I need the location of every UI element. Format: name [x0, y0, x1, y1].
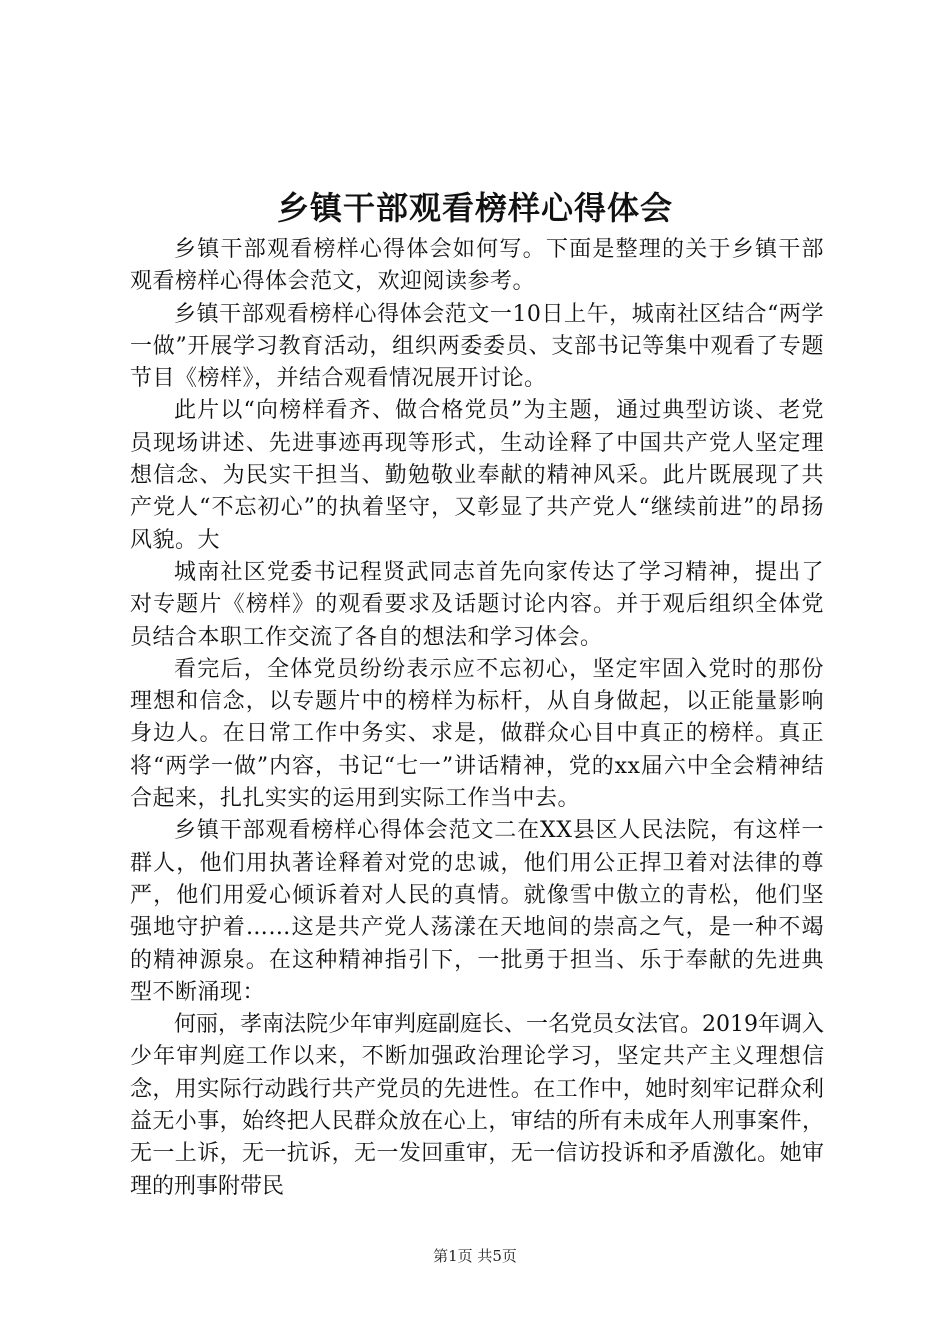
paragraph-he-li: 何丽，孝南法院少年审判庭副庭长、一名党员女法官。2019年调入少年审判庭工作以来，不断加强政治理论学习，坚定共产主义理想信念，用实际行动践行共产党员的先进性。在工作中，她时刻牢记群众利益无小事，始终把人民群众放在心上，审结的所有未成年人刑事案件，无一上诉，无一抗诉，无一发回重审，无一信访投诉和矛盾激化。她审理的刑事附带民 — [130, 1012, 824, 1199]
paragraph-film-theme: 此片以“向榜样看齐、做合格党员”为主题，通过典型访谈、老党员现场讲述、先进事迹再现等形式，生动诠释了中国共产党人坚定理想信念、为民实干担当、勤勉敬业奉献的精神风采。此片既展现了共产党人“不忘初心”的执着坚守，又彰显了共产党人“继续前进”的昂扬风貌。大 — [130, 398, 824, 553]
document-title: 乡镇干部观看榜样心得体会 — [276, 189, 673, 227]
paragraph-after-viewing: 看完后，全体党员纷纷表示应不忘初心，坚定牢固入党时的那份理想和信念，以专题片中的榜样为标杆，从自身做起，以正能量影响身边人。在日常工作中务实、求是，做群众心目中真正的榜样。真正将“两学一做”内容，书记“七一”讲话精神，党的xx届六中全会精神结合起来，扎扎实实的运用到实际工作当中去。 — [130, 656, 824, 812]
paragraph-secretary: 城南社区党委书记程贤武同志首先向家传达了学习精神，提出了对专题片《榜样》的观看要求及话题讨论内容。并于观后组织全体党员结合本职工作交流了各自的想法和学习体会。 — [130, 559, 824, 650]
paragraph-sample-two: 乡镇干部观看榜样心得体会范文二在XX县区人民法院，有这样一群人，他们用执著诠释着对党的忠诚，他们用公正捍卫着对法律的尊严，他们用爱心倾诉着对人民的真情。就像雪中傲立的青松，他们坚强地守护着……这是共产党人荡漾在天地间的崇高之气，是一种不竭的精神源泉。在这种精神指引下，一批勇于担当、乐于奉献的先进典型不断涌现： — [130, 818, 824, 1005]
document-body — [130, 234, 824, 1203]
page-indicator: 第1页 共5页 — [433, 1247, 517, 1265]
paragraph-sample-one: 乡镇干部观看榜样心得体会范文一10日上午，城南社区结合“两学一做”开展学习教育活动，组织两委委员、支部书记等集中观看了专题节目《榜样》，并结合观看情况展开讨论。 — [130, 301, 824, 392]
paragraph-intro: 乡镇干部观看榜样心得体会如何写。下面是整理的关于乡镇干部观看榜样心得体会范文，欢迎阅读参考。 — [130, 237, 824, 295]
